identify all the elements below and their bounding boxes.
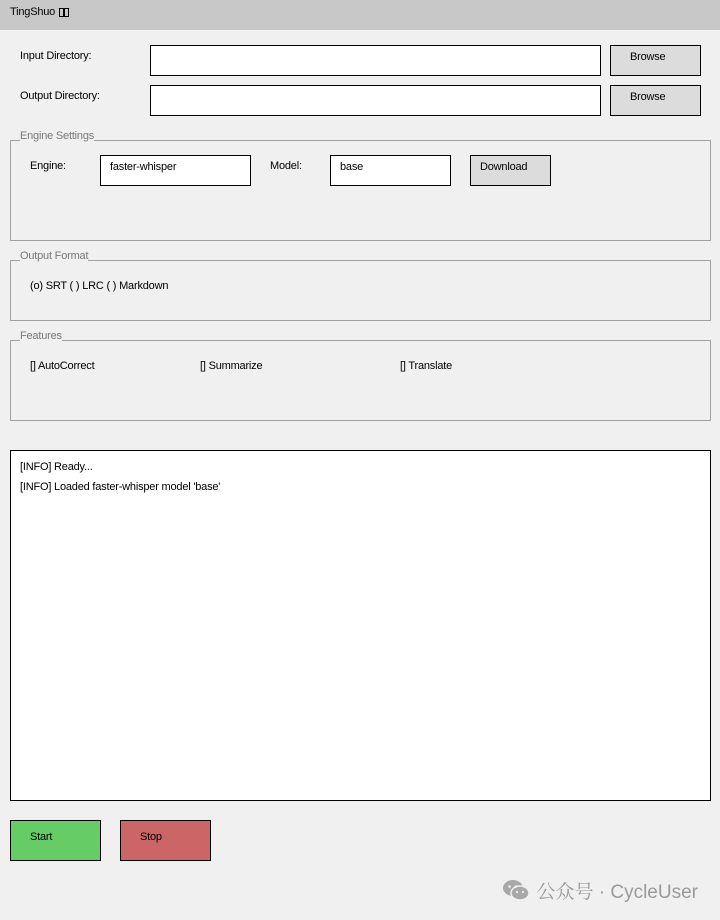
download-button[interactable]: Download [470,155,551,186]
log-output[interactable] [10,450,711,801]
watermark [502,878,698,902]
engine-settings-title: Engine Settings [20,130,95,142]
translate-checkbox[interactable]: [] Translate [400,360,453,372]
output-directory-label: Output Directory: [20,90,100,102]
engine-select[interactable]: faster-whisper [100,155,251,186]
wechat-icon [502,879,530,901]
model-select[interactable]: base [330,155,451,186]
summarize-checkbox[interactable]: [] Summarize [200,360,263,372]
autocorrect-checkbox[interactable]: [] AutoCorrect [30,360,95,372]
features-title: Features [20,330,62,342]
output-format-options[interactable]: (o) SRT ( ) LRC ( ) Markdown [30,280,169,292]
output-browse-button[interactable]: Browse [610,85,701,116]
title-bar [0,0,720,30]
input-browse-button[interactable]: Browse [610,45,701,76]
input-directory-label: Input Directory: [20,50,92,62]
log-line: [INFO] Ready... [20,461,93,473]
watermark-text: 公众号 · CycleUser [536,881,698,903]
window-title: TingShuo [10,6,56,18]
garbled-glyph-icon [59,8,69,17]
start-button[interactable]: Start [10,820,101,861]
stop-button[interactable]: Stop [120,820,211,861]
output-directory-field[interactable] [150,85,601,116]
features-group [10,340,711,421]
log-line: [INFO] Loaded faster-whisper model 'base' [20,481,221,493]
model-label: Model: [270,160,302,172]
input-directory-field[interactable] [150,45,601,76]
engine-label: Engine: [30,160,66,172]
output-format-title: Output Format [20,250,89,262]
